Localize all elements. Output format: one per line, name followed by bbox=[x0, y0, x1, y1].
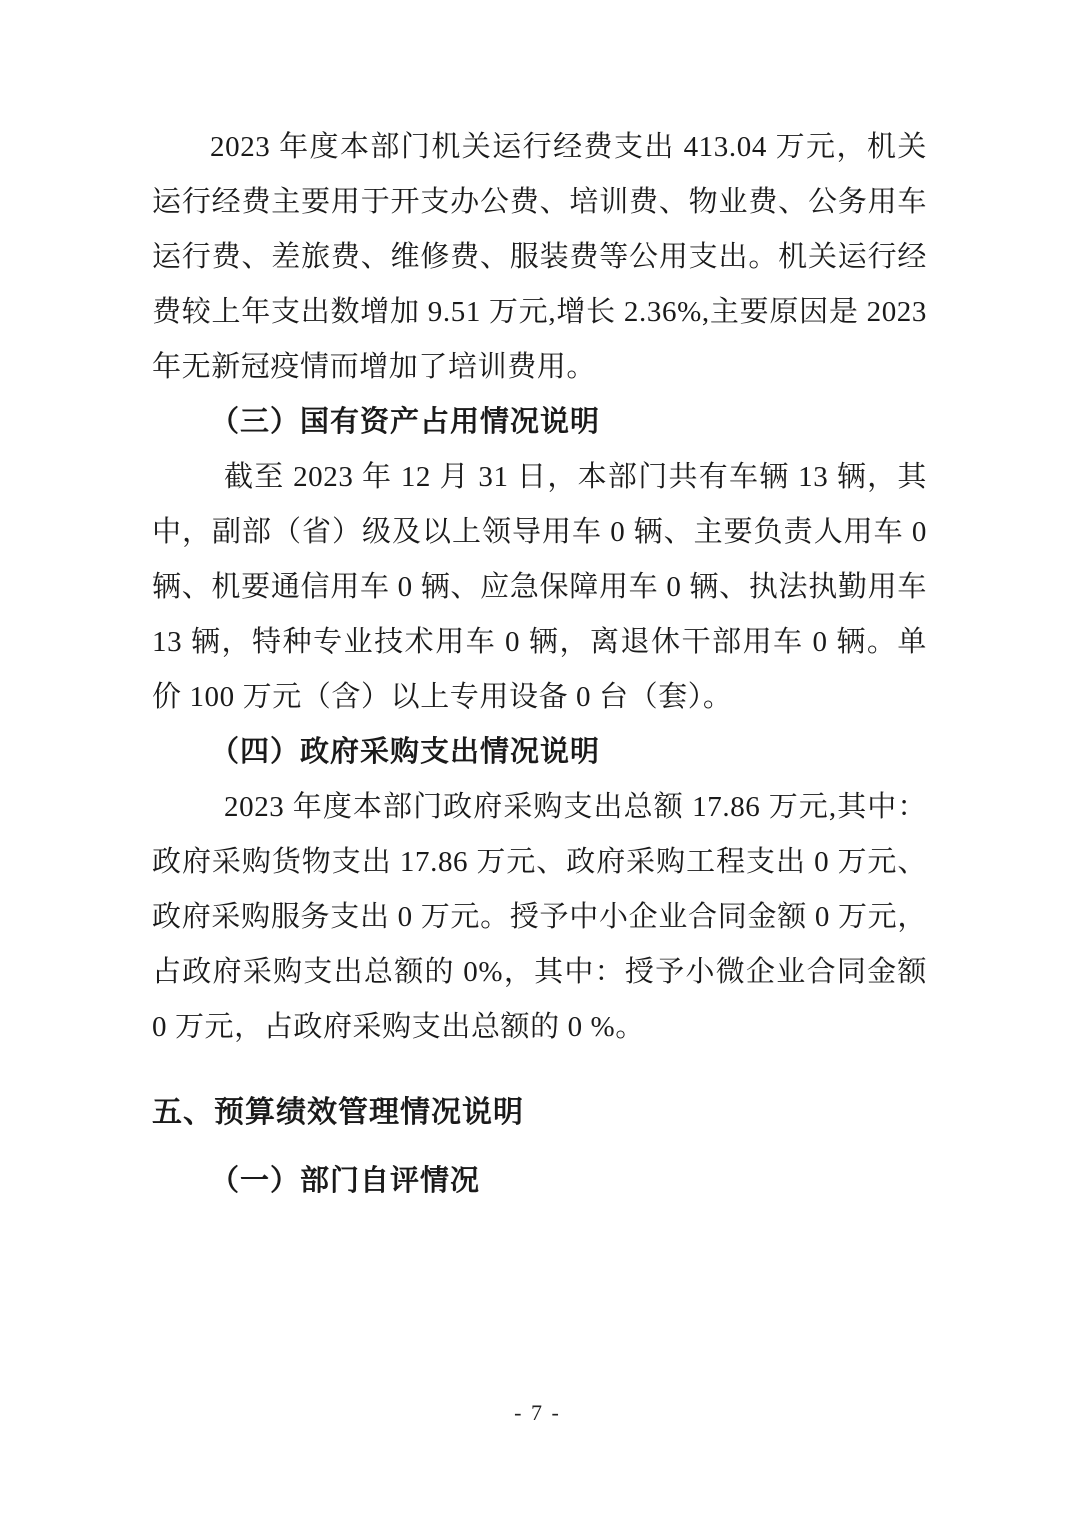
paragraph-government-procurement: 2023 年度本部门政府采购支出总额 17.86 万元,其中：政府采购货物支出 17.86 万元、政府采购工程支出 0 万元、政府采购服务支出 0 万元。授予中小企业合同金额 0 万元，占政府采购支出总额的 0%，其中：授予小微企业合同金额 0 万元，占政府采购支出总额的 0 %。 bbox=[152, 791, 927, 1043]
heading-state-assets: （三）国有资产占用情况说明 bbox=[210, 406, 601, 438]
section-spacer bbox=[152, 1055, 927, 1085]
paragraph-operating-expenses: 2023 年度本部门机关运行经费支出 413.04 万元，机关运行经费主要用于开支办公费、培训费、物业费、公务用车运行费、差旅费、维修费、服装费等公用支出。机关运行经费较上年支出数增加 9.51 万元,增长 2.36%,主要原因是 2023 年无新冠疫情而增加了培训费用。 bbox=[152, 131, 927, 383]
page-number: - 7 - bbox=[514, 1400, 561, 1425]
heading-self-evaluation: （一）部门自评情况 bbox=[210, 1165, 481, 1197]
page-content bbox=[152, 120, 927, 1209]
heading-spacer bbox=[152, 1140, 927, 1154]
paragraph-state-assets: 截至 2023 年 12 月 31 日，本部门共有车辆 13 辆，其中，副部（省）级及以上领导用车 0 辆、主要负责人用车 0 辆、机要通信用车 0 辆、应急保障用车 0 辆、执法执勤用车 13 辆，特种专业技术用车 0 辆，离退休干部用车 0 辆。单价 100 万元（含）以上专用设备 0 台（套）。 bbox=[152, 461, 927, 713]
heading-section-five: 五、预算绩效管理情况说明 bbox=[152, 1096, 524, 1129]
heading-government-procurement: （四）政府采购支出情况说明 bbox=[210, 736, 601, 768]
